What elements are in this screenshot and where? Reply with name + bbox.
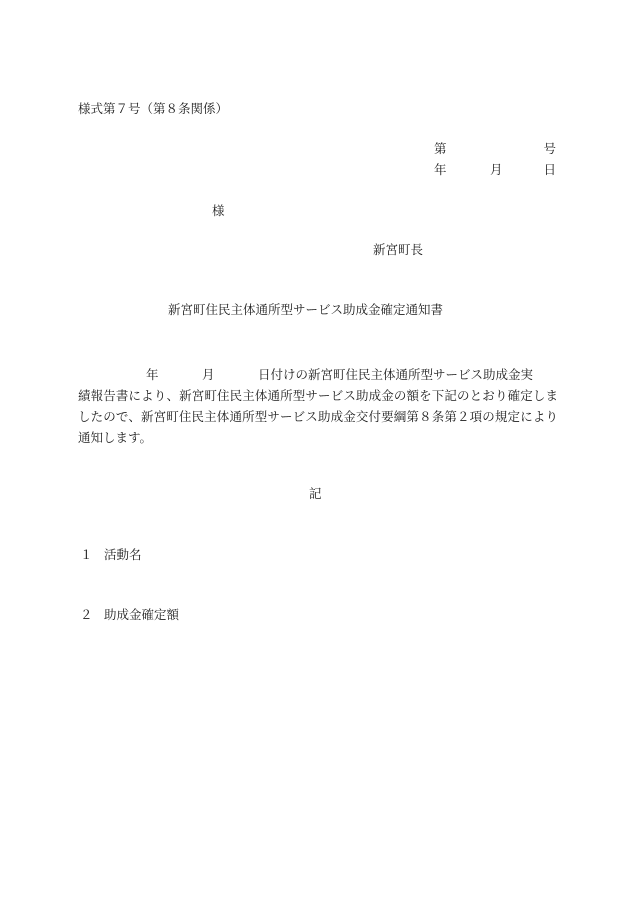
date-month-label: 月 bbox=[490, 162, 503, 177]
item-subsidy-amount bbox=[80, 609, 179, 622]
issuer-name: 新宮町長 bbox=[373, 242, 424, 257]
date-year-label: 年 bbox=[434, 162, 447, 177]
body-first-line-text: 日付けの新宮町住民主体通所型サービス助成金実 bbox=[258, 367, 534, 382]
document-number-prefix: 第 bbox=[434, 141, 447, 156]
body-paragraph bbox=[78, 364, 558, 448]
addressee-honorific: 様 bbox=[212, 203, 225, 218]
item-label: 助成金確定額 bbox=[104, 607, 180, 622]
body-month-label: 月 bbox=[202, 367, 215, 382]
item-activity-name bbox=[80, 549, 142, 562]
document-number-suffix: 号 bbox=[543, 141, 556, 156]
document-number-line bbox=[434, 143, 556, 157]
date-day-label: 日 bbox=[543, 162, 556, 177]
ki-heading: 記 bbox=[309, 486, 322, 501]
item-label: 活動名 bbox=[104, 547, 142, 562]
body-remaining-text: 績報告書により、新宮町住民主体通所型サービス助成金の額を下記のとおり確定しましたので、新宮町住民主体通所型サービス助成金交付要綱第８条第２項の規定により通知します。 bbox=[78, 388, 558, 445]
body-first-line bbox=[78, 364, 558, 385]
date-line bbox=[434, 164, 556, 178]
body-year-label: 年 bbox=[146, 367, 159, 382]
item-number: ２ bbox=[80, 607, 93, 622]
document-title: 新宮町住民主体通所型サービス助成金確定通知書 bbox=[168, 302, 444, 317]
form-number: 様式第７号（第８条関係） bbox=[78, 101, 229, 116]
item-number: １ bbox=[80, 547, 93, 562]
